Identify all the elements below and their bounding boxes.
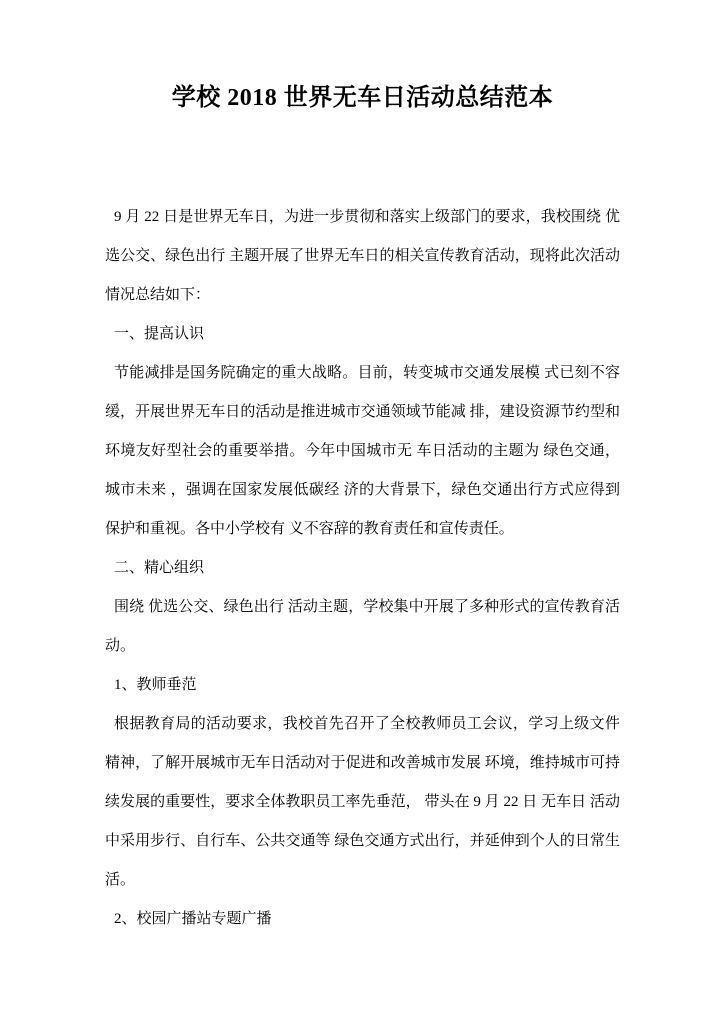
paragraph-intro: 9 月 22 日是世界无车日，为进一步贯彻和落实上级部门的要求，我校围绕 优选公交、绿色出行 主题开展了世界无车日的相关宣传教育活动，现将此次活动情况总结如下： — [105, 209, 620, 303]
subsection-heading-2: 2、校园广播站专题广播 — [114, 911, 272, 927]
section-heading-2: 二、精心组织 — [114, 560, 205, 576]
subsection-heading-1: 1、教师垂范 — [114, 677, 197, 693]
paragraph-subsection-1: 根据教育局的活动要求，我校首先召开了全校教师员工会议，学习上级文件精神，了解开展城市无车日活动对于促进和改善城市发展 环境，维持城市可持续发展的重要性，要求全体教职员工率先垂范， 带头在 9 月 22 日 无车日 活动中采用步行、自行车、公共交通等 绿色交通方式出行，并延伸到个人的日常生活。 — [105, 716, 620, 888]
section-heading-1: 一、提高认识 — [114, 326, 205, 342]
paragraph-section-1: 节能减排是国务院确定的重大战略。目前，转变城市交通发展模 式已刻不容缓，开展世界无车日的活动是推进城市交通领域节能减 排，建设资源节约型和环境友好型社会的重要举措。今年中国城市无 车日活动的主题为 绿色交通，城市未来 ，强调在国家发展低碳经 济的大背景下，绿色交通出行方式应得到保护和重视。各中小学校有 义不容辞的教育责任和宣传责任。 — [105, 365, 620, 537]
document-title: 学校 2018 世界无车日活动总结范本 — [171, 85, 554, 111]
paragraph-section-2: 围绕 优选公交、绿色出行 活动主题，学校集中开展了多种形式的宣传教育活动。 — [105, 599, 620, 654]
